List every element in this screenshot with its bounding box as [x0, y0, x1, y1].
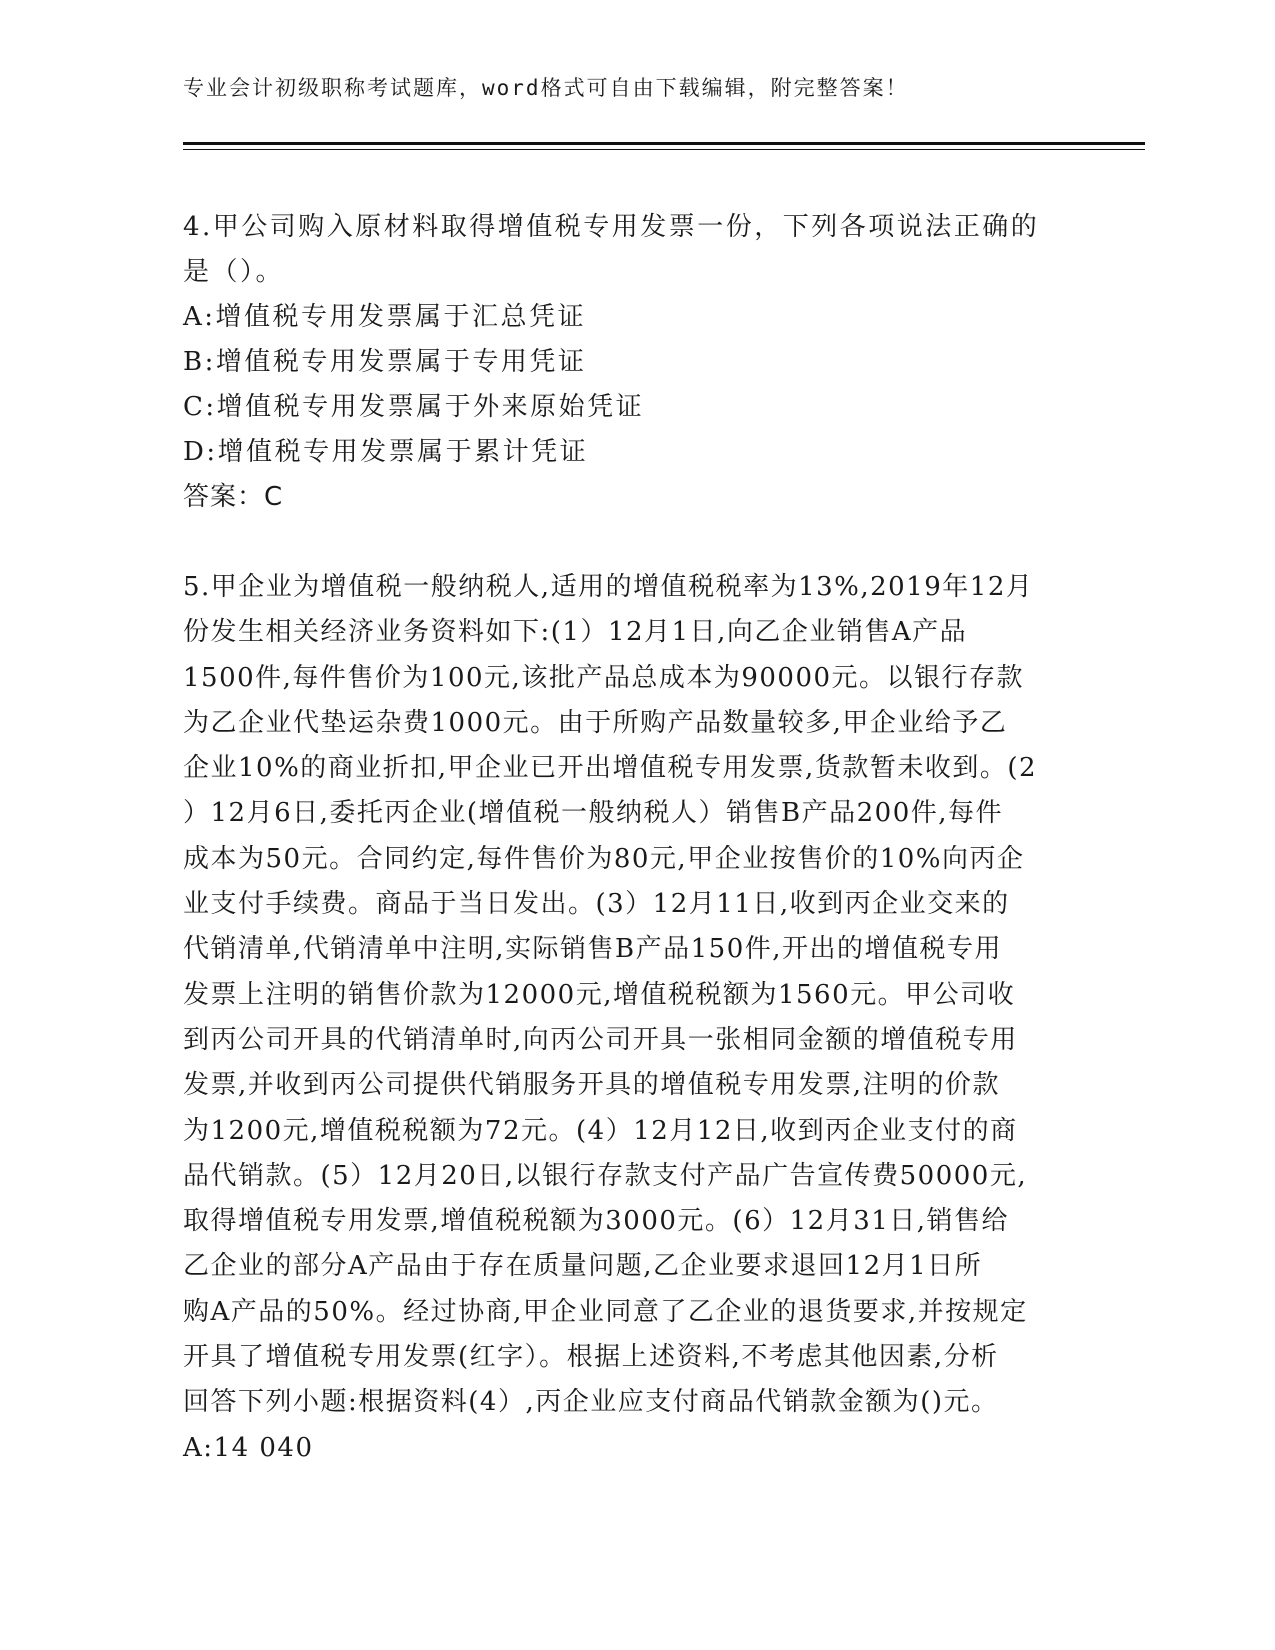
question-text-line: 取得增值税专用发票,增值税税额为3000元。(6）12月31日,销售给 — [183, 1206, 1010, 1237]
option-a: A:增值税专用发票属于汇总凭证 — [183, 302, 587, 332]
option-b: B:增值税专用发票属于专用凭证 — [183, 347, 587, 377]
question-text-line: 乙企业的部分A产品由于存在质量问题,乙企业要求退回12月1日所 — [183, 1251, 983, 1282]
question-text-line: 业支付手续费。商品于当日发出。(3）12月11日,收到丙企业交来的 — [183, 889, 1010, 920]
page-header: 专业会计初级职称考试题库，word格式可自由下载编辑，附完整答案！ — [183, 76, 909, 100]
question-text-line: 为1200元,增值税税额为72元。(4）12月12日,收到丙企业支付的商 — [183, 1115, 1018, 1146]
question-stem-line: 4.甲公司购入原材料取得增值税专用发票一份，下列各项说法正确的 — [183, 212, 1040, 242]
question-text-line: 企业10%的商业折扣,甲企业已开出增值税专用发票,货款暂未收到。(2 — [183, 753, 1038, 784]
question-text-line: 到丙公司开具的代销清单时,向丙公司开具一张相同金额的增值税专用 — [183, 1024, 1018, 1055]
question-text-line: 为乙企业代垫运杂费1000元。由于所购产品数量较多,甲企业给予乙 — [183, 707, 1008, 738]
question-text-line: 代销清单,代销清单中注明,实际销售B产品150件,开出的增值税专用 — [183, 934, 1003, 965]
question-text-line: 回答下列小题:根据资料(4）,丙企业应支付商品代销款金额为()元。 — [183, 1387, 999, 1418]
option-a: A:14 040 — [183, 1432, 314, 1463]
answer-label: 答案：C — [183, 482, 284, 512]
question-text-line: 购A产品的50%。经过协商,甲企业同意了乙企业的退货要求,并按规定 — [183, 1296, 1028, 1327]
question-text-line: 发票上注明的销售价款为12000元,增值税税额为1560元。甲公司收 — [183, 979, 1016, 1010]
question-text-line: 发票,并收到丙公司提供代销服务开具的增值税专用发票,注明的价款 — [183, 1070, 1001, 1101]
question-text-line: 份发生相关经济业务资料如下:(1）12月1日,向乙企业销售A产品 — [183, 617, 968, 648]
option-c: C:增值税专用发票属于外来原始凭证 — [183, 392, 645, 422]
header-divider-thick — [183, 142, 1145, 145]
question-text-line: 开具了增值税专用发票(红字）。根据上述资料,不考虑其他因素,分析 — [183, 1342, 999, 1373]
question-stem-line: 是（）。 — [183, 257, 285, 287]
header-divider-thin — [183, 149, 1145, 150]
question-text-line: 5.甲企业为增值税一般纳税人,适用的增值税税率为13%,2019年12月 — [183, 572, 1034, 602]
question-text-line: 品代销款。(5）12月20日,以银行存款支付产品广告宣传费50000元, — [183, 1160, 1028, 1191]
question-text-line: 成本为50元。合同约定,每件售价为80元,甲企业按售价的10%向丙企 — [183, 843, 1025, 874]
question-text-line: ）12月6日,委托丙企业(增值税一般纳税人）销售B产品200件,每件 — [183, 798, 1004, 829]
question-text-line: 1500件,每件售价为100元,该批产品总成本为90000元。以银行存款 — [183, 662, 1025, 693]
question-4 — [183, 205, 1063, 520]
question-5 — [183, 565, 1083, 1471]
option-d: D:增值税专用发票属于累计凭证 — [183, 437, 589, 467]
